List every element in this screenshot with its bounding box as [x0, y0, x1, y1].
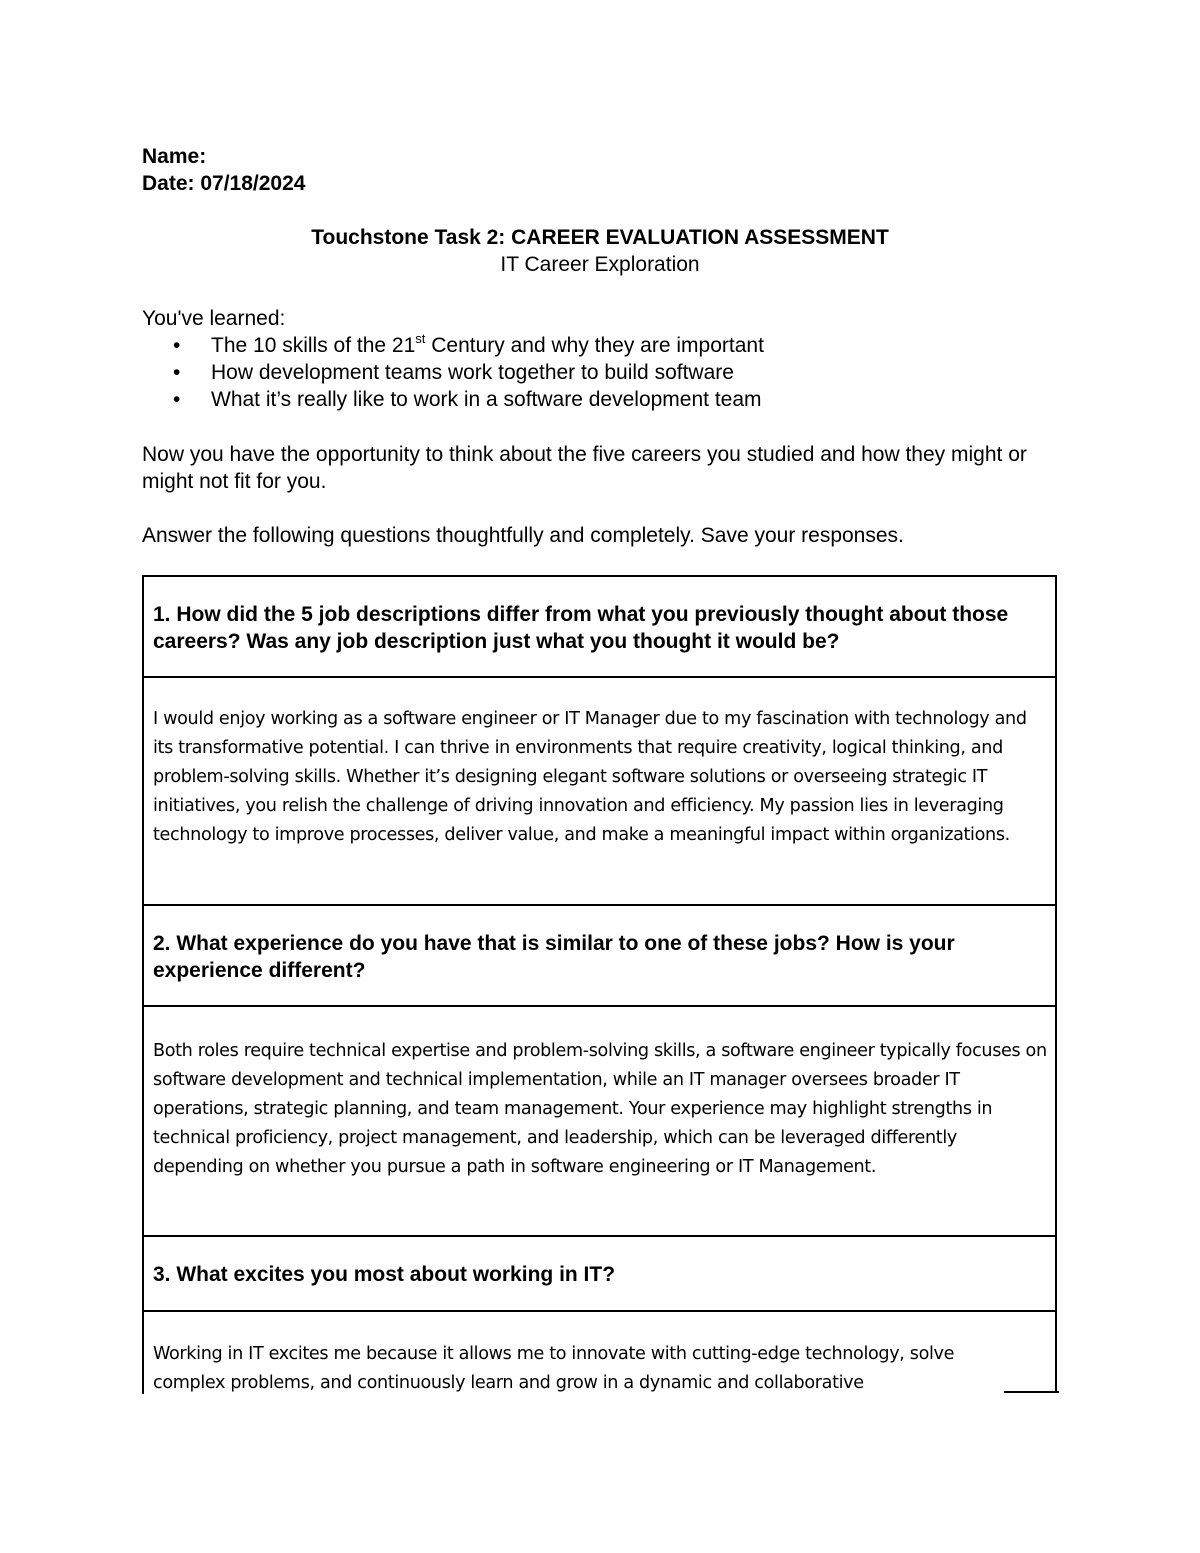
bullet-text-before: The 10 skills of the 21 [211, 334, 416, 357]
question-row-3 [144, 1237, 1055, 1312]
learned-list [142, 332, 764, 413]
table-edge-left [142, 1380, 144, 1394]
questions-table [142, 575, 1057, 1392]
date-label: Date: 07/18/2024 [142, 172, 306, 195]
question-text: 3. What excites you most about working in IT? [153, 1263, 616, 1286]
superscript: st [415, 331, 426, 346]
intro-paragraph-1: Now you have the opportunity to think about the five careers you studied and how they might or might not fit for you. [142, 443, 1027, 493]
bullet-text: What it’s really like to work in a software development team [211, 388, 762, 411]
list-item [142, 332, 764, 359]
name-label: Name: [142, 145, 207, 168]
list-item [142, 386, 764, 413]
question-text: 1. How did the 5 job descriptions differ from what you previously thought about those careers? Was any job description just what you thought it would be? [153, 603, 1009, 653]
bullet-text: How development teams work together to build software [211, 361, 734, 384]
answer-row-2 [144, 1007, 1055, 1237]
document-subtitle: IT Career Exploration [500, 253, 700, 276]
intro-lead: You've learned: [142, 307, 286, 330]
answer-text: Both roles require technical expertise and problem-solving skills, a software engineer typically focuses on software development and technical implementation, while an IT manager oversees broader IT operations, strategic planning, and team management. Your experience may highlight strengths in technical proficiency, project management, and leadership, which can be leveraged differently depending on whether you pursue a path in software engineering or IT Management. [153, 1041, 1047, 1177]
answer-text: Working in IT excites me because it allows me to innovate with cutting-edge technology, solve complex problems, and continuously learn and grow in a dynamic and collaborative [153, 1344, 955, 1392]
list-item [142, 359, 764, 386]
question-text: 2. What experience do you have that is similar to one of these jobs? How is your experience different? [153, 932, 955, 982]
intro-paragraph-2: Answer the following questions thoughtfully and completely. Save your responses. [142, 524, 904, 547]
answer-row-3 [144, 1312, 1055, 1392]
document-title: Touchstone Task 2: CAREER EVALUATION ASSESSMENT [311, 226, 889, 249]
answer-row-1 [144, 678, 1055, 906]
question-row-2 [144, 906, 1055, 1007]
table-edge-right [1004, 1391, 1059, 1393]
bullet-icon: • [173, 334, 181, 357]
answer-text: I would enjoy working as a software engineer or IT Manager due to my fascination with technology and its transformative potential. I can thrive in environments that require creativity, logical thinking, and problem-solving skills. Whether it’s designing elegant software solutions or overseeing strategic IT initiatives, you relish the challenge of driving innovation and efficiency. My passion lies in leveraging technology to improve processes, deliver value, and make a meaningful impact within organizations. [153, 709, 1027, 845]
bullet-text-after: Century and why they are important [425, 334, 764, 357]
bullet-icon: • [173, 388, 181, 411]
bullet-icon: • [173, 361, 181, 384]
question-row-1 [144, 577, 1055, 678]
